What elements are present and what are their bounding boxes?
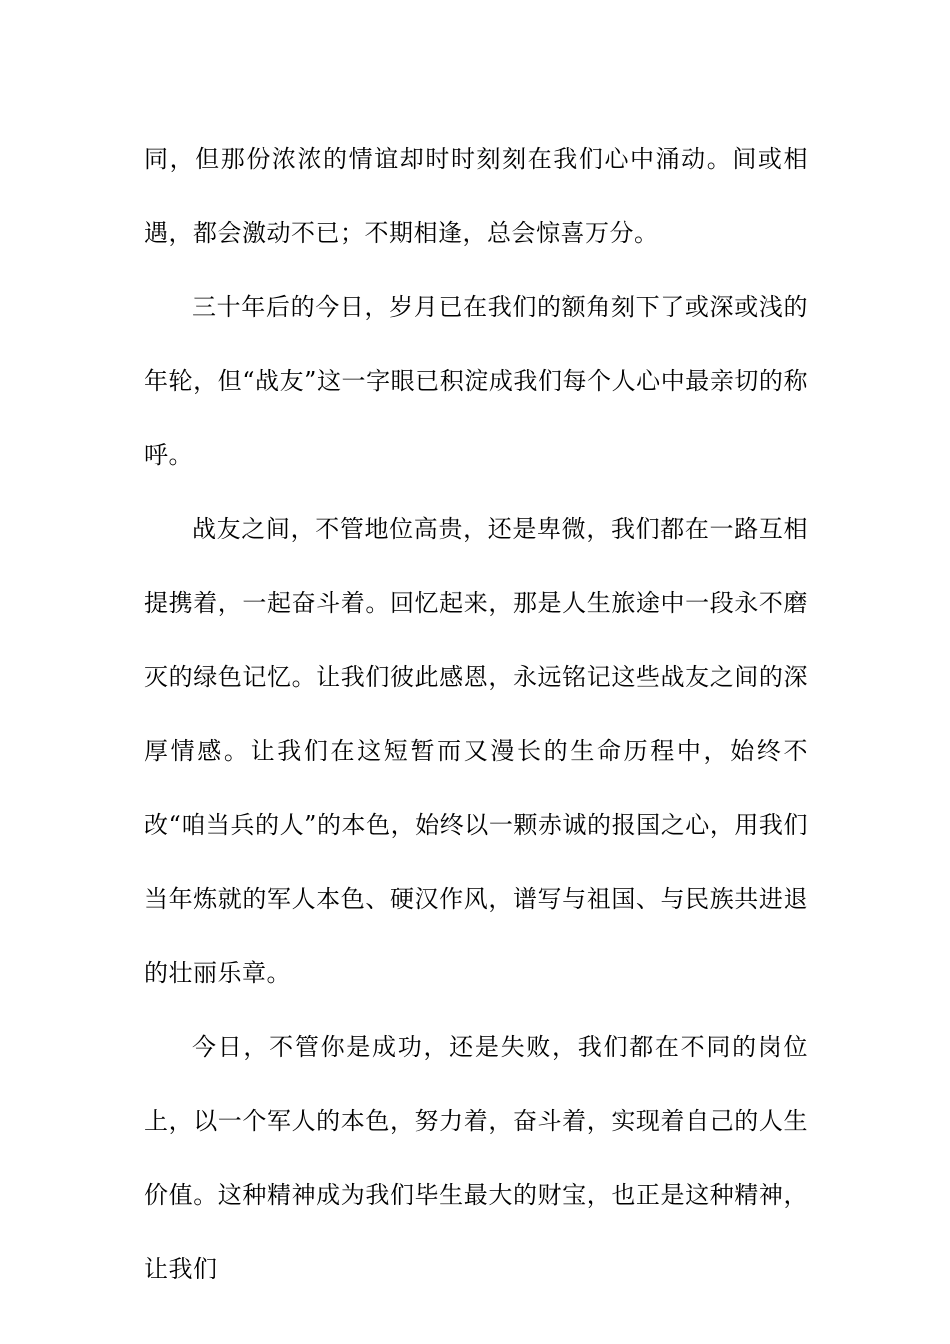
paragraph-continuation: 同，但那份浓浓的情谊却时时刻刻在我们心中涌动。间或相遇，都会激动不已；不期相逢，总会惊喜万分。 — [144, 145, 808, 247]
paragraph-today: 今日，不管你是成功，还是失败，我们都在不同的岗位上，以一个军人的本色，努力着，奋斗着，实现着自己的人生价值。这种精神成为我们毕生最大的财宝，也正是这种精神，让我们 — [144, 1033, 808, 1283]
paragraph-thirty-years: 三十年后的今日，岁月已在我们的额角刻下了或深或浅的年轮，但“战友”这一字眼已积淀成我们每个人心中最亲切的称呼。 — [144, 293, 808, 469]
paragraph-comrades: 战友之间，不管地位高贵，还是卑微，我们都在一路互相提携着，一起奋斗着。回忆起来，那是人生旅途中一段永不磨灭的绿色记忆。让我们彼此感恩，永远铭记这些战友之间的深厚情感。让我们在这短暂而又漫长的生命历程中，始终不改“咱当兵的人”的本色，始终以一颗赤诚的报国之心，用我们当年炼就的军人本色、硬汉作风，谱写与祖国、与民族共进退的壮丽乐章。 — [144, 515, 808, 987]
document-body — [144, 122, 808, 1306]
